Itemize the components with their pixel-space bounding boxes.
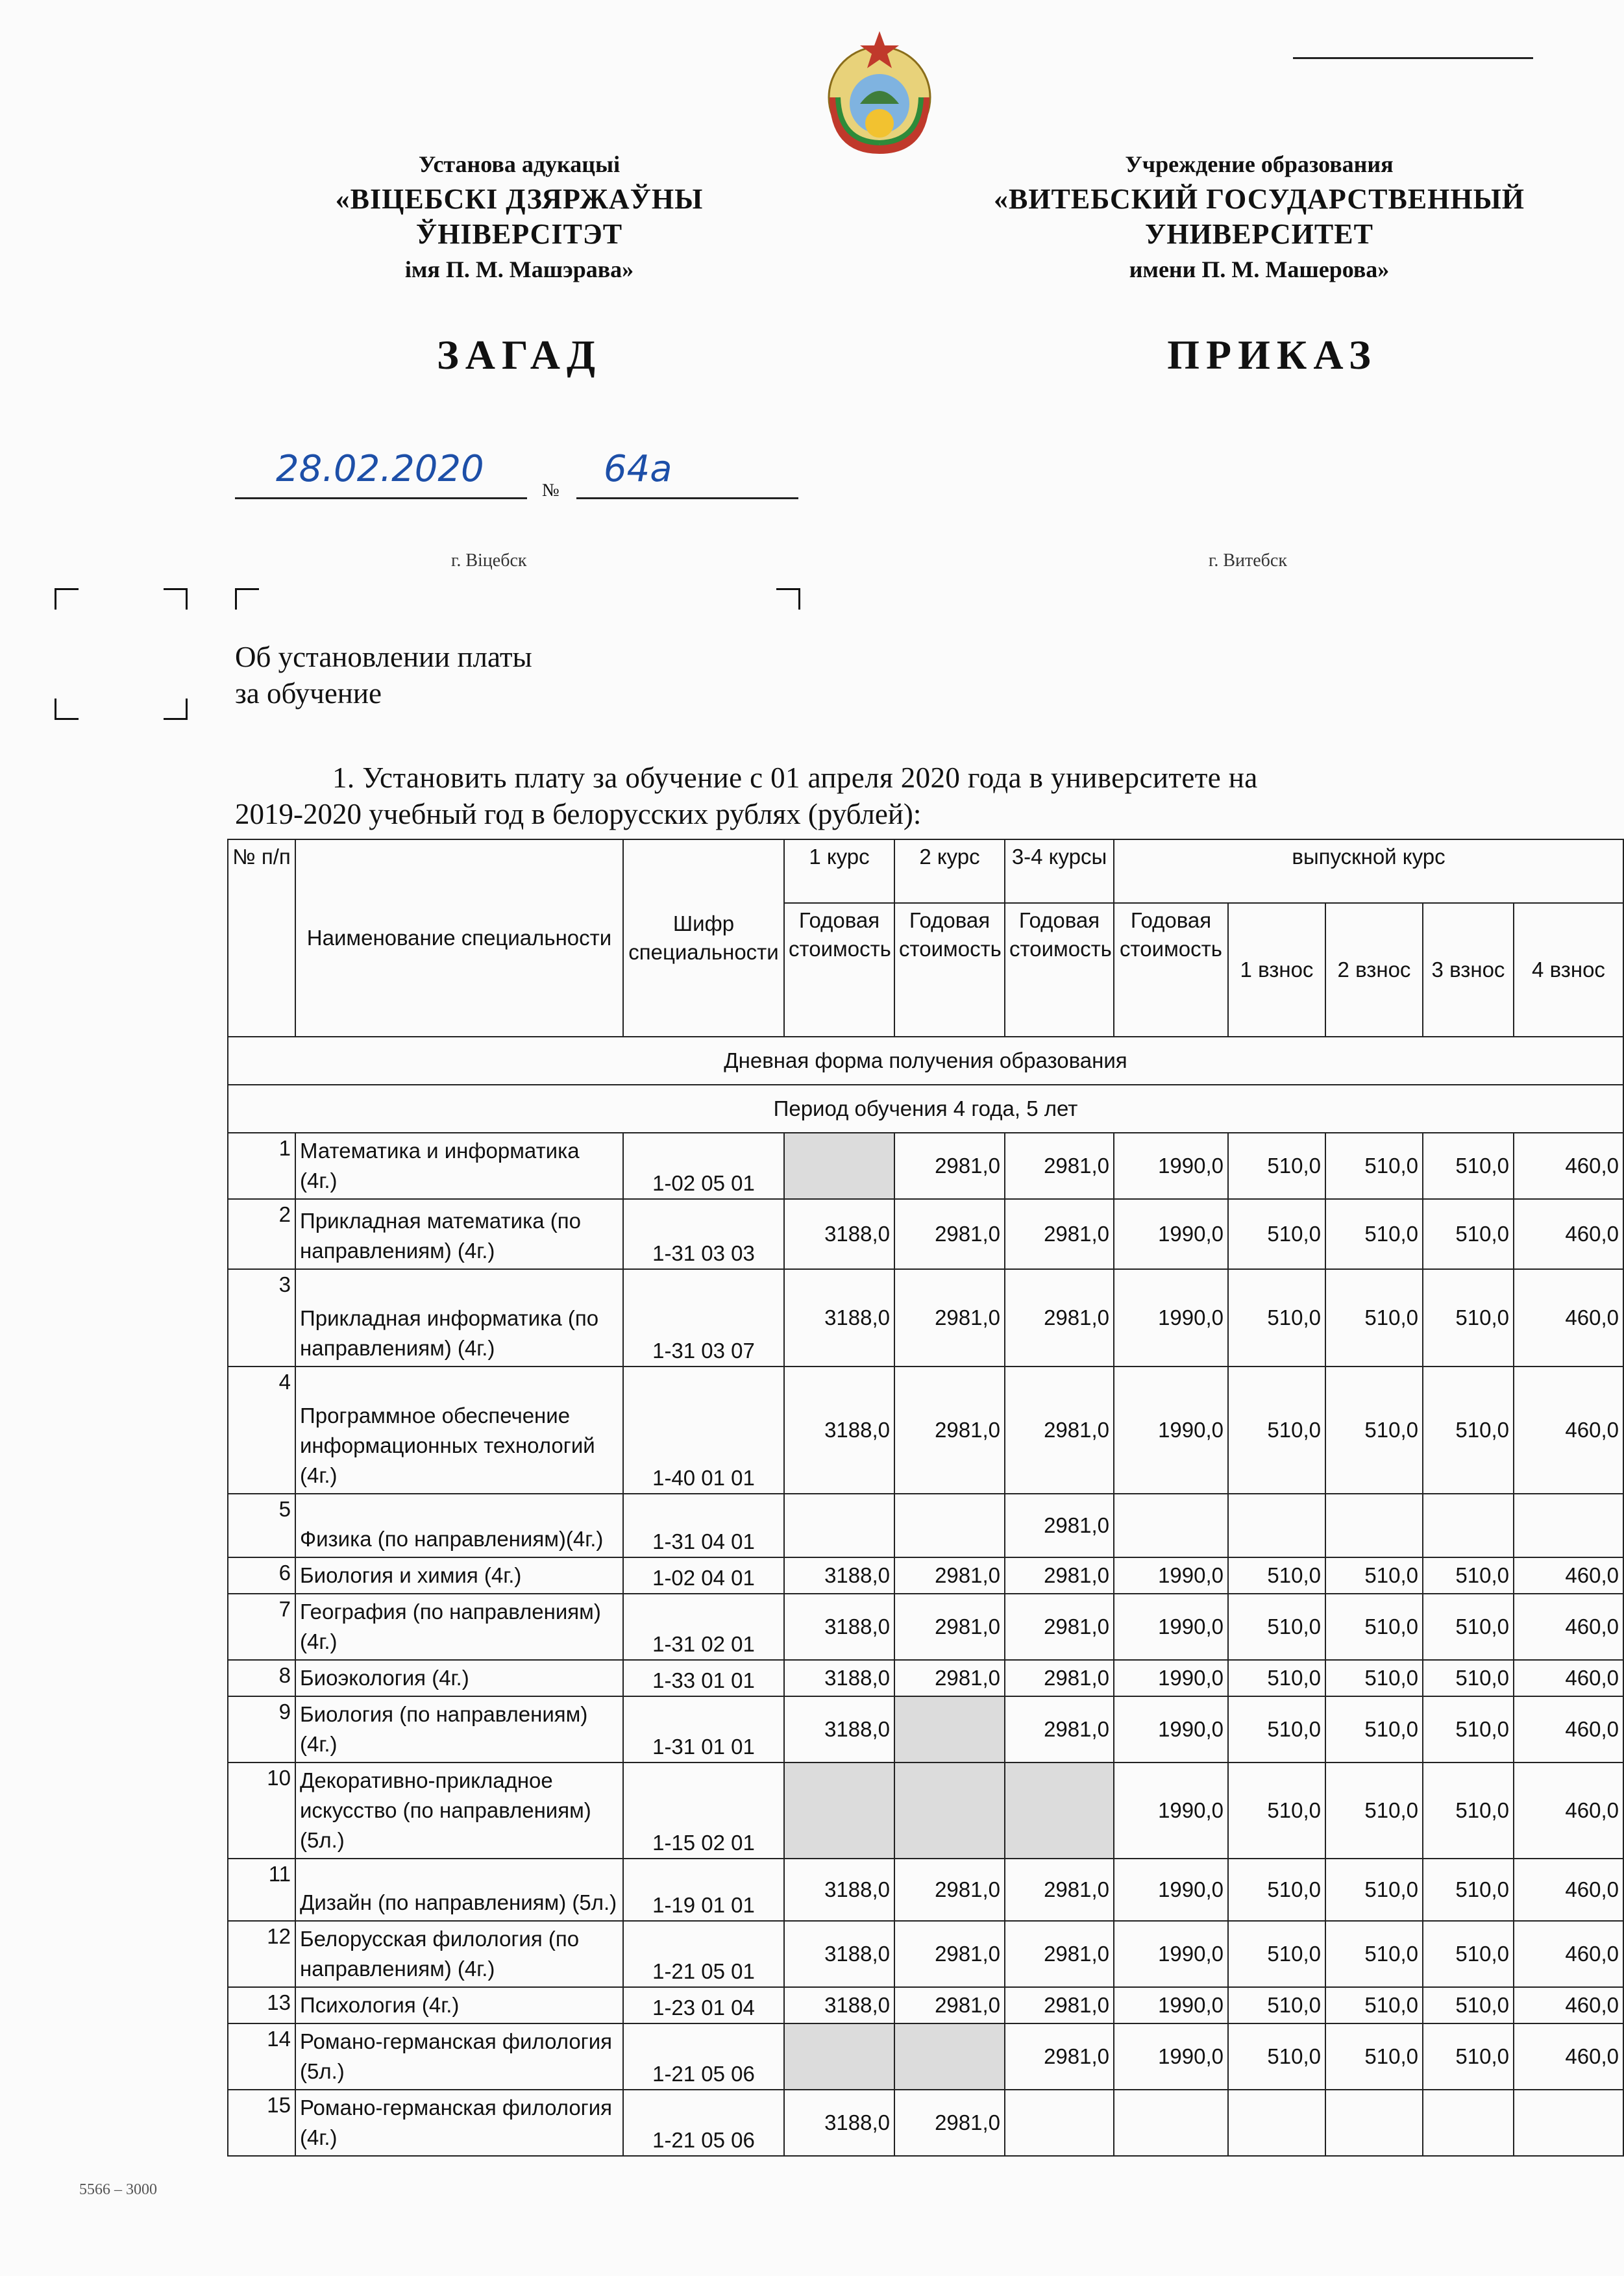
fee-i2: 510,0 (1325, 1921, 1423, 1987)
fee-c2: 2981,0 (894, 1557, 1005, 1594)
specialty-name: География (по направлениям) (4г.) (295, 1594, 623, 1660)
org-name-ru-line2: УНИВЕРСИТЕТ (1145, 218, 1373, 250)
fee-i3: 510,0 (1423, 1594, 1514, 1660)
specialty-name: Дизайн (по направлениям) (5л.) (295, 1859, 623, 1921)
fee-c34: 2981,0 (1005, 1921, 1114, 1987)
fee-i2: 510,0 (1325, 1367, 1423, 1494)
fee-i2 (1325, 2090, 1423, 2156)
doc-type-by: ЗАГАД (437, 332, 602, 378)
fee-i2: 510,0 (1325, 1199, 1423, 1269)
row-number: 12 (228, 1921, 295, 1987)
header-course1: 1 курс (784, 839, 894, 903)
table-row (228, 1696, 1623, 1763)
fee-c1: 3188,0 (784, 1367, 894, 1494)
paragraph-1 (235, 760, 1566, 832)
paragraph-1-line2: 2019-2020 учебный год в белорусских рублях (рублей): (235, 798, 922, 830)
fee-c2 (894, 1696, 1005, 1763)
fee-i3 (1423, 1494, 1514, 1557)
fee-c34: 2981,0 (1005, 1660, 1114, 1696)
fee-i3: 510,0 (1423, 1557, 1514, 1594)
specialty-name: Биология и химия (4г.) (295, 1557, 623, 1594)
fee-c34: 2981,0 (1005, 1696, 1114, 1763)
table-row (228, 1199, 1623, 1269)
fee-c1: 3188,0 (784, 2090, 894, 2156)
fee-i1: 510,0 (1228, 1367, 1325, 1494)
org-name-by-line1: «ВІЦЕБСКІ ДЗЯРЖАЎНЫ (335, 183, 704, 215)
fee-i2: 510,0 (1325, 1594, 1423, 1660)
section-day-form: Дневная форма получения образования (228, 1037, 1623, 1085)
specialty-name: Декоративно-прикладное искусство (по направлениям) (5л.) (295, 1763, 623, 1859)
fee-i4: 460,0 (1514, 1594, 1623, 1660)
table-row (228, 1594, 1623, 1660)
fee-i1: 510,0 (1228, 1921, 1325, 1987)
org-name-by-line2: ЎНІВЕРСІТЭТ (415, 218, 623, 250)
row-number: 15 (228, 2090, 295, 2156)
fee-f: 1990,0 (1114, 2023, 1228, 2090)
fee-c34 (1005, 2090, 1114, 2156)
bracket-tl1 (55, 588, 79, 610)
date-value: 28.02.2020 (276, 448, 484, 490)
table-row (228, 1133, 1623, 1199)
specialty-name: Математика и информатика (4г.) (295, 1133, 623, 1199)
fee-i1: 510,0 (1228, 1987, 1325, 2023)
fee-i2: 510,0 (1325, 1987, 1423, 2023)
fee-c2: 2981,0 (894, 1367, 1005, 1494)
fee-f: 1990,0 (1114, 1367, 1228, 1494)
fee-f: 1990,0 (1114, 1133, 1228, 1199)
org-type-ru: Учреждение образования (1125, 151, 1394, 177)
fee-i4: 460,0 (1514, 2023, 1623, 2090)
specialty-code: 1-02 05 01 (623, 1133, 784, 1199)
specialty-name: Прикладная информатика (по направлениям) (4г.) (295, 1269, 623, 1367)
table-row (228, 1557, 1623, 1594)
fee-f: 1990,0 (1114, 1557, 1228, 1594)
fee-i2: 510,0 (1325, 1133, 1423, 1199)
header-annual-c1: Годовая стоимость (784, 903, 894, 1037)
fee-c34: 2981,0 (1005, 1494, 1114, 1557)
bracket-bl (55, 699, 79, 720)
table-row (228, 1269, 1623, 1367)
fee-c2: 2981,0 (894, 1921, 1005, 1987)
fee-i3: 510,0 (1423, 1987, 1514, 2023)
fee-c1: 3188,0 (784, 1859, 894, 1921)
fee-i1: 510,0 (1228, 1660, 1325, 1696)
row-number: 7 (228, 1594, 295, 1660)
fee-i1: 510,0 (1228, 1269, 1325, 1367)
bracket-tr1 (164, 588, 188, 610)
fee-c1: 3188,0 (784, 1921, 894, 1987)
fee-i1: 510,0 (1228, 1133, 1325, 1199)
fee-f (1114, 1494, 1228, 1557)
fee-c1: 3188,0 (784, 1557, 894, 1594)
subject-line2: за обучение (235, 677, 382, 710)
table-row (228, 1921, 1623, 1987)
fee-f: 1990,0 (1114, 1269, 1228, 1367)
fee-i4: 460,0 (1514, 1367, 1623, 1494)
table-row (228, 2090, 1623, 2156)
fee-i3: 510,0 (1423, 1199, 1514, 1269)
fee-c34: 2981,0 (1005, 1859, 1114, 1921)
org-name-ru-line3: имени П. М. Машерова» (1129, 256, 1390, 282)
fee-i3: 510,0 (1423, 1921, 1514, 1987)
specialty-code: 1-23 01 04 (623, 1987, 784, 2023)
bracket-tl2 (235, 588, 259, 610)
fee-i3: 510,0 (1423, 1660, 1514, 1696)
header-name: Наименование специальности (295, 839, 623, 1037)
fee-c1 (784, 1494, 894, 1557)
specialty-name: Романо-германская филология (5л.) (295, 2023, 623, 2090)
fee-c2: 2981,0 (894, 1987, 1005, 2023)
print-code: 5566 – 3000 (79, 2181, 157, 2198)
fee-f: 1990,0 (1114, 1594, 1228, 1660)
header-inst4: 4 взнос (1514, 903, 1623, 1037)
number-sign: № (542, 480, 560, 501)
table-row (228, 1660, 1623, 1696)
fee-i4 (1514, 2090, 1623, 2156)
header-course2: 2 курс (894, 839, 1005, 903)
fee-c1: 3188,0 (784, 1269, 894, 1367)
fee-i1: 510,0 (1228, 1557, 1325, 1594)
row-number: 2 (228, 1199, 295, 1269)
fee-i1: 510,0 (1228, 1199, 1325, 1269)
specialty-code: 1-19 01 01 (623, 1859, 784, 1921)
row-number: 5 (228, 1494, 295, 1557)
fee-c34: 2981,0 (1005, 1594, 1114, 1660)
table-row (228, 1859, 1623, 1921)
fee-c1: 3188,0 (784, 1199, 894, 1269)
specialty-code: 1-21 05 01 (623, 1921, 784, 1987)
specialty-name: Белорусская филология (по направлениям) (4г.) (295, 1921, 623, 1987)
specialty-code: 1-21 05 06 (623, 2023, 784, 2090)
header-annual-c2: Годовая стоимость (894, 903, 1005, 1037)
fee-f: 1990,0 (1114, 1660, 1228, 1696)
fee-c1 (784, 2023, 894, 2090)
header-annual-c34: Годовая стоимость (1005, 903, 1114, 1037)
fee-i2: 510,0 (1325, 1269, 1423, 1367)
city-by: г. Віцебск (451, 550, 527, 571)
specialty-name: Романо-германская филология (4г.) (295, 2090, 623, 2156)
specialty-name: Психология (4г.) (295, 1987, 623, 2023)
paragraph-1-line1: 1. Установить плату за обучение с 01 апреля 2020 года в университете на (332, 761, 1258, 794)
fee-i3: 510,0 (1423, 1696, 1514, 1763)
header-inst1: 1 взнос (1228, 903, 1325, 1037)
subject (235, 639, 532, 711)
fee-f: 1990,0 (1114, 1199, 1228, 1269)
fee-c34: 2981,0 (1005, 1557, 1114, 1594)
fee-c1: 3188,0 (784, 1696, 894, 1763)
org-name-by-line3: імя П. М. Машэрава» (404, 256, 634, 282)
specialty-code: 1-31 01 01 (623, 1696, 784, 1763)
bracket-tr2 (776, 588, 800, 610)
fee-c2: 2981,0 (894, 2090, 1005, 2156)
fee-i3: 510,0 (1423, 1763, 1514, 1859)
fee-i2: 510,0 (1325, 1660, 1423, 1696)
fee-c1: 3188,0 (784, 1660, 894, 1696)
fee-i1: 510,0 (1228, 1763, 1325, 1859)
fee-i4: 460,0 (1514, 1921, 1623, 1987)
specialty-code: 1-31 04 01 (623, 1494, 784, 1557)
table-row (228, 2023, 1623, 2090)
subject-line1: Об установлении платы (235, 641, 532, 673)
date-line (235, 497, 527, 499)
specialty-name: Биология (по направлениям) (4г.) (295, 1696, 623, 1763)
specialty-code: 1-31 03 07 (623, 1269, 784, 1367)
header-final: выпускной курс (1114, 839, 1623, 903)
fee-i4: 460,0 (1514, 1269, 1623, 1367)
fee-f: 1990,0 (1114, 1987, 1228, 2023)
header-num: № п/п (228, 839, 295, 1037)
fee-i4: 460,0 (1514, 1696, 1623, 1763)
fee-i1 (1228, 2090, 1325, 2156)
fee-f: 1990,0 (1114, 1763, 1228, 1859)
fee-c34: 2981,0 (1005, 1367, 1114, 1494)
row-number: 13 (228, 1987, 295, 2023)
fee-i4: 460,0 (1514, 1859, 1623, 1921)
fee-c34: 2981,0 (1005, 1133, 1114, 1199)
fee-f (1114, 2090, 1228, 2156)
doc-type-ru: ПРИКАЗ (1167, 332, 1377, 378)
fee-c1 (784, 1133, 894, 1199)
fee-c34 (1005, 1763, 1114, 1859)
fee-c34: 2981,0 (1005, 1987, 1114, 2023)
fee-c34: 2981,0 (1005, 2023, 1114, 2090)
fee-i4: 460,0 (1514, 1660, 1623, 1696)
fee-c34: 2981,0 (1005, 1199, 1114, 1269)
row-number: 6 (228, 1557, 295, 1594)
fee-i2 (1325, 1494, 1423, 1557)
specialty-code: 1-33 01 01 (623, 1660, 784, 1696)
fee-i3: 510,0 (1423, 1367, 1514, 1494)
fee-i3: 510,0 (1423, 1269, 1514, 1367)
specialty-code: 1-15 02 01 (623, 1763, 784, 1859)
fee-c34: 2981,0 (1005, 1269, 1114, 1367)
fee-i3: 510,0 (1423, 1859, 1514, 1921)
specialty-name: Биоэкология (4г.) (295, 1660, 623, 1696)
table-row (228, 1494, 1623, 1557)
specialty-code: 1-21 05 06 (623, 2090, 784, 2156)
fee-i1: 510,0 (1228, 1594, 1325, 1660)
fee-c2: 2981,0 (894, 1594, 1005, 1660)
row-number: 9 (228, 1696, 295, 1763)
fee-c2: 2981,0 (894, 1660, 1005, 1696)
fee-i3 (1423, 2090, 1514, 2156)
fees-table (227, 839, 1624, 2157)
specialty-name: Программное обеспечение информационных технологий (4г.) (295, 1367, 623, 1494)
top-right-line (1293, 57, 1533, 59)
bracket-br (164, 699, 188, 720)
header-code: Шифр специальности (623, 839, 784, 1037)
header-inst2: 2 взнос (1325, 903, 1423, 1037)
number-line (576, 497, 798, 499)
fee-c1: 3188,0 (784, 1594, 894, 1660)
fee-i2: 510,0 (1325, 1763, 1423, 1859)
fee-c2 (894, 1494, 1005, 1557)
coat-of-arms-emblem (815, 26, 944, 156)
row-number: 14 (228, 2023, 295, 2090)
row-number: 8 (228, 1660, 295, 1696)
specialty-code: 1-31 02 01 (623, 1594, 784, 1660)
table-row (228, 1763, 1623, 1859)
fee-c2: 2981,0 (894, 1133, 1005, 1199)
fee-i4: 460,0 (1514, 1763, 1623, 1859)
specialty-name: Прикладная математика (по направлениям) (4г.) (295, 1199, 623, 1269)
fee-i4: 460,0 (1514, 1133, 1623, 1199)
fee-i1: 510,0 (1228, 2023, 1325, 2090)
fee-c2: 2981,0 (894, 1859, 1005, 1921)
fee-c1: 3188,0 (784, 1987, 894, 2023)
fee-i2: 510,0 (1325, 2023, 1423, 2090)
city-ru: г. Витебск (1209, 550, 1287, 571)
fee-c2 (894, 2023, 1005, 2090)
table-row (228, 1987, 1623, 2023)
specialty-code: 1-31 03 03 (623, 1199, 784, 1269)
section-period: Период обучения 4 года, 5 лет (228, 1085, 1623, 1133)
specialty-code: 1-02 04 01 (623, 1557, 784, 1594)
fee-f: 1990,0 (1114, 1921, 1228, 1987)
table-row (228, 1367, 1623, 1494)
row-number: 11 (228, 1859, 295, 1921)
fee-i2: 510,0 (1325, 1557, 1423, 1594)
fee-i1: 510,0 (1228, 1859, 1325, 1921)
fee-i1: 510,0 (1228, 1696, 1325, 1763)
header-inst3: 3 взнос (1423, 903, 1514, 1037)
number-value: 64а (604, 448, 672, 490)
header-by (247, 147, 792, 287)
specialty-code: 1-40 01 01 (623, 1367, 784, 1494)
fee-i4: 460,0 (1514, 1987, 1623, 2023)
header-annual-final: Годовая стоимость (1114, 903, 1228, 1037)
fee-i4: 460,0 (1514, 1199, 1623, 1269)
fee-c2 (894, 1763, 1005, 1859)
fee-i2: 510,0 (1325, 1696, 1423, 1763)
fee-i2: 510,0 (1325, 1859, 1423, 1921)
fee-c1 (784, 1763, 894, 1859)
header-ru (954, 147, 1564, 287)
fee-i1 (1228, 1494, 1325, 1557)
row-number: 1 (228, 1133, 295, 1199)
fee-c2: 2981,0 (894, 1269, 1005, 1367)
fee-c2: 2981,0 (894, 1199, 1005, 1269)
row-number: 10 (228, 1763, 295, 1859)
header-course34: 3-4 курсы (1005, 839, 1114, 903)
fee-i3: 510,0 (1423, 2023, 1514, 2090)
fee-f: 1990,0 (1114, 1696, 1228, 1763)
specialty-name: Физика (по направлениям)(4г.) (295, 1494, 623, 1557)
row-number: 3 (228, 1269, 295, 1367)
fee-i3: 510,0 (1423, 1133, 1514, 1199)
fee-f: 1990,0 (1114, 1859, 1228, 1921)
row-number: 4 (228, 1367, 295, 1494)
org-name-ru-line1: «ВИТЕБСКИЙ ГОСУДАРСТВЕННЫЙ (993, 183, 1525, 215)
fee-i4: 460,0 (1514, 1557, 1623, 1594)
org-type-by: Установа адукацыі (418, 151, 621, 177)
fee-i4 (1514, 1494, 1623, 1557)
